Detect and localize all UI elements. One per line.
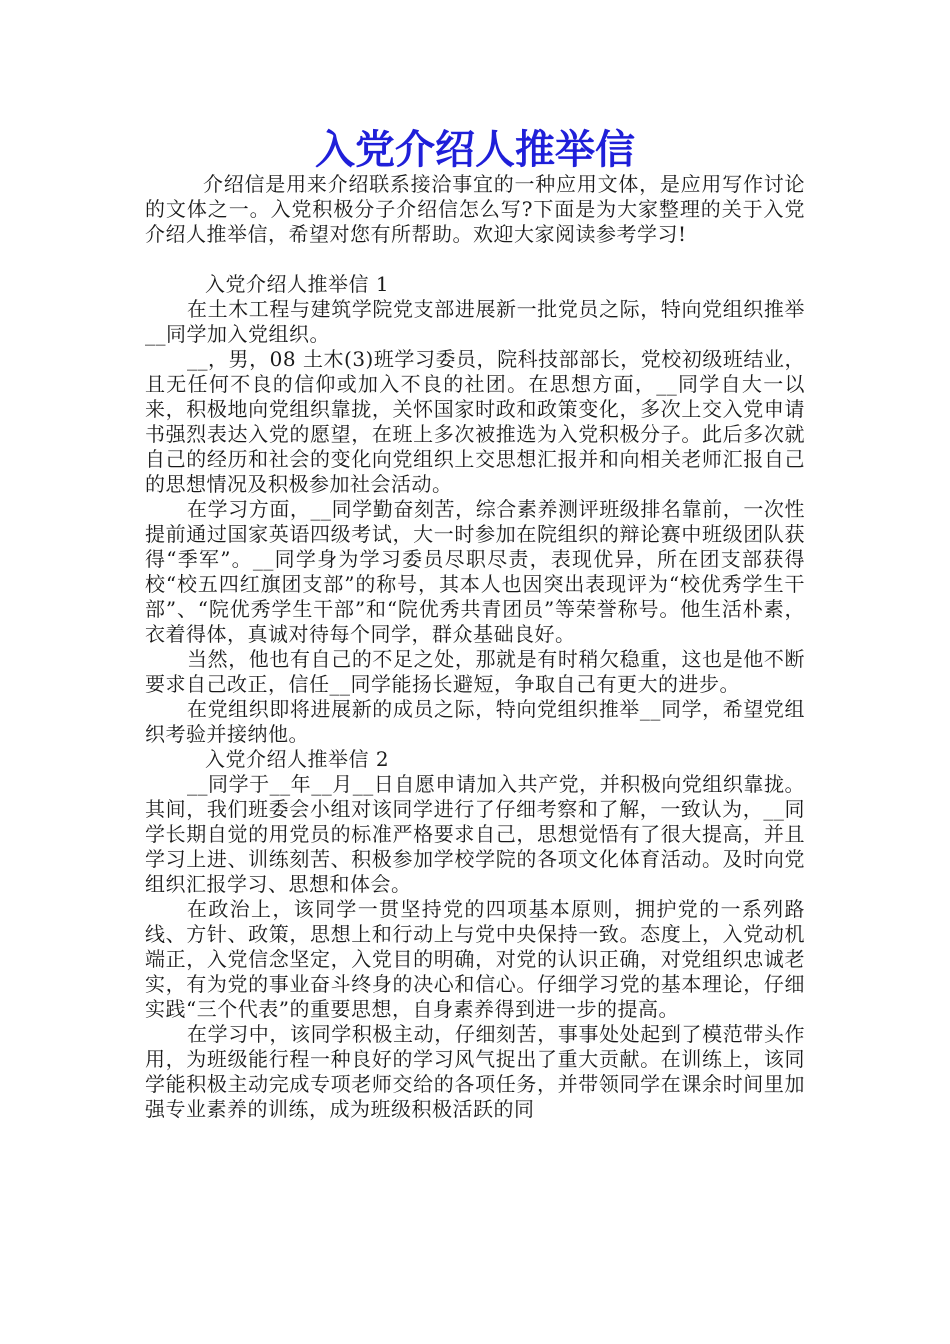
- letter1-paragraph: 在土木工程与建筑学院党支部进展新一批党员之际，特向党组织推举__同学加入党组织。: [145, 297, 805, 346]
- letter2-paragraph: 在政治上，该同学一贯坚持党的四项基本原则，拥护党的一系列路线、方针、政策，思想上和行动上与党中央保持一致。态度上，入党动机端正，入党信念坚定，入党目的明确，对党的认识正确，对党组织忠诚老实，有为党的事业奋斗终身的决心和信心。仔细学习党的基本理论，仔细实践“三个代表”的重要思想，自身素养得到进一步的提高。: [145, 897, 805, 1021]
- letter1-heading: 入党介绍人推举信 1: [205, 272, 390, 296]
- blank-line: [145, 247, 805, 272]
- letter1-paragraph: 当然，他也有自己的不足之处，那就是有时稍欠稳重，这也是他不断要求自己改正，信任__同学能扬长避短，争取自己有更大的进步。: [145, 647, 805, 696]
- intro-paragraph: 介绍信是用来介绍联系接洽事宜的一种应用文体，是应用写作讨论的文体之一。入党积极分子介绍信怎么写?下面是为大家整理的关于入党介绍人推举信，希望对您有所帮助。欢迎大家阅读参考学习!: [145, 172, 805, 246]
- letter1-paragraph: __，男，08 土木(3)班学习委员，院科技部部长，党校初级班结业，且无任何不良的信仰或加入不良的社团。在思想方面，__同学自大一以来，积极地向党组织靠拢，关怀国家时政和政策变化，多次上交入党申请书强烈表达入党的愿望，在班上多次被推选为入党积极分子。此后多次就自己的经历和社会的变化向党组织上交思想汇报并和向相关老师汇报自己的思想情况及积极参加社会活动。: [145, 347, 805, 496]
- document-title: 入党介绍人推举信: [315, 126, 635, 173]
- letter2-paragraph: 在学习中，该同学积极主动，仔细刻苦，事事处处起到了模范带头作用，为班级能行程一种良好的学习风气捉出了重大贡献。在训练上，该同学能积极主动完成专项老师交给的各项任务，并带领同学在课余时间里加强专业素养的训练，成为班级积极活跃的同: [145, 1022, 805, 1121]
- letter2-heading: 入党介绍人推举信 2: [205, 747, 390, 771]
- letter2-paragraph: __同学于__年__月__日自愿申请加入共产党，并积极向党组织靠拢。其间，我们班委会小组对该同学进行了仔细考察和了解，一致认为，__同学长期自觉的用党员的标准严格要求自己，思想觉悟有了很大提高，并且学习上进、训练刻苦、积极参加学校学院的各项文化体育活动。及时向党组织汇报学习、思想和体会。: [145, 772, 805, 896]
- document-body: [145, 172, 805, 1122]
- letter1-paragraph: 在党组织即将进展新的成员之际，特向党组织推举__同学，希望党组织考验并接纳他。: [145, 697, 805, 746]
- letter1-paragraph: 在学习方面，__同学勤奋刻苦，综合素养测评班级排名靠前，一次性提前通过国家英语四级考试，大一时参加在院组织的辩论赛中班级团队获得“季军”。__同学身为学习委员尽职尽责，表现优异，所在团支部获得校“校五四红旗团支部”的称号，其本人也因突出表现评为“校优秀学生干部”、“院优秀学生干部”和“院优秀共青团员”等荣誉称号。他生活朴素，衣着得体，真诚对待每个同学，群众基础良好。: [145, 497, 805, 646]
